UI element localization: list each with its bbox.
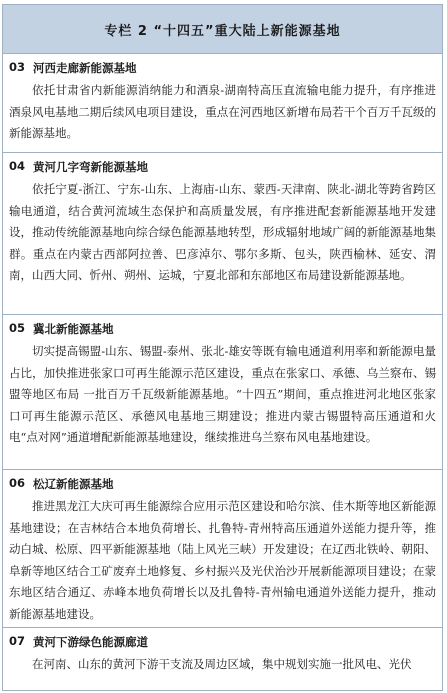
section-heading: [9, 634, 436, 650]
column-box: [2, 4, 443, 691]
section-title: 黄河下游绿色能源廊道: [33, 635, 149, 649]
section-songliao: [3, 470, 442, 628]
section-heading: [9, 476, 436, 492]
section-number: 07: [9, 634, 26, 648]
section-body: 切实提高锡盟-山东、锡盟-泰州、张北-雄安等既有输电通道利用率和新能源电量占比，加快推进张家口可再生能源示范区建设，重点在张家口、承德、乌兰察布、锡盟等地区布局 一批百万千瓦级新能源基地。“十四五”期间，重点推进河北地区张家口可再生能源示范区、承德风电基地三期建设；推进内蒙古锡盟特高压通道和火电“点对网”通道增配新能源基地建设，继续推进乌兰察布风电基地建设。: [9, 344, 436, 444]
section-body: 推进黑龙江大庆可再生能源综合应用示范区建设和哈尔滨、佳木斯等地区新能源基地建设；在吉林结合本地负荷增长、扎鲁特-青州特高压通道外送能力提升等，推动白城、松原、四平新能源基地（陆上风光三峡）开发建设；在辽西北铁岭、朝阳、阜新等地区结合工矿废弃土地修复、乡村振兴及光伏治沙开展新能源项目建设；在蒙东地区结合通辽、赤峰本地负荷增长以及扎鲁特-青州输电通道外送能力提升，推动新能源基地建设。: [9, 499, 436, 621]
section-number: 04: [9, 159, 26, 173]
section-number: 03: [9, 60, 26, 74]
section-number: 05: [9, 321, 26, 335]
section-hexi: [3, 54, 442, 153]
section-title: 河西走廊新能源基地: [33, 61, 137, 75]
section-heading: [9, 60, 436, 76]
section-body: 依托宁夏-浙江、宁东-山东、上海庙-山东、蒙西-天津南、陕北-湖北等跨省跨区输电通道，结合黄河流域生态保护和高质量发展，有序推进配套新能源基地开发建设，推动传统能源基地向综合绿色能源基地转型，形成辐射地域广阔的新能源基地集群。重点在内蒙古西部阿拉善、巴彦淖尔、鄂尔多斯、包头，陕西榆林、延安、渭南，山西大同、忻州、朔州、运城，宁夏北部和东部地区布局建设新能源基地。: [9, 182, 436, 282]
section-title: 黄河几字弯新能源基地: [33, 160, 149, 174]
section-body: 在河南、山东的黄河下游干支流及周边区域，集中规划实施一批风电、光伏: [32, 657, 412, 671]
section-title: 松辽新能源基地: [33, 477, 114, 491]
section-heading: [9, 321, 436, 337]
section-heading: [9, 159, 436, 175]
column-title: 专栏 2 “十四五”重大陆上新能源基地: [3, 5, 442, 54]
section-title: 冀北新能源基地: [33, 322, 114, 336]
section-number: 06: [9, 476, 26, 490]
section-body: 依托甘肃省内新能源消纳能力和酒泉-湖南特高压直流输电能力提升，有序推进酒泉风电基地二期后续风电项目建设，重点在河西地区新增布局若干个百万千瓦级的新能源基地。: [9, 83, 436, 140]
section-huanghe-xiayou: [3, 628, 442, 682]
section-jibei: [3, 315, 442, 470]
section-huanghe-jiziwan: [3, 153, 442, 315]
